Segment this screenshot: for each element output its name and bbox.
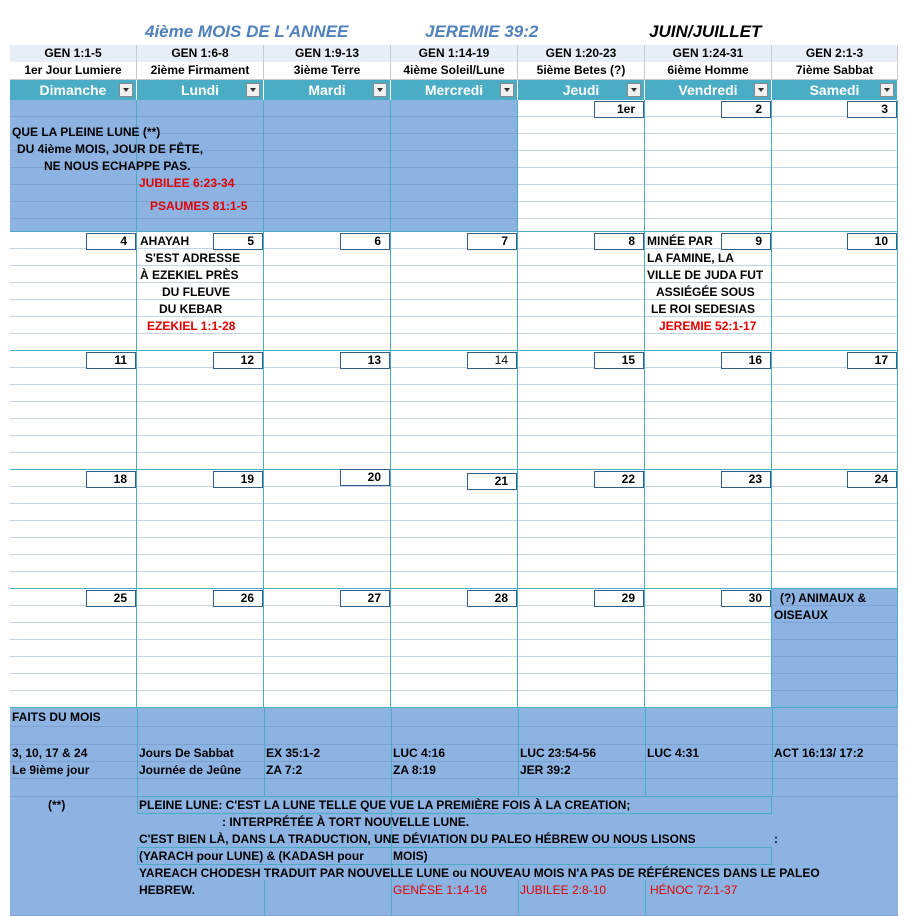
- fact-cell: Journée de Jeûne: [139, 763, 242, 777]
- day-cell-17[interactable]: [772, 351, 898, 470]
- header-label: Lundi: [180, 82, 220, 98]
- day-number: 17: [847, 352, 897, 369]
- creation-day-1: 1er Jour Lumiere: [10, 62, 137, 80]
- day-number: 25: [86, 590, 136, 607]
- month-title: 4ième MOIS DE L'ANNEE: [145, 22, 349, 41]
- day-number: 1er: [594, 101, 644, 118]
- day-number: 8: [594, 233, 644, 250]
- day-number: 18: [86, 471, 136, 488]
- day-cell-24[interactable]: [772, 470, 898, 589]
- famine-note-line: MINÉE PAR: [647, 234, 713, 248]
- day-number: 28: [467, 590, 517, 607]
- filter-dropdown-icon[interactable]: [754, 83, 768, 97]
- ahayah-note-line: S'EST ADRESSE: [145, 251, 241, 265]
- genesis-ref-7: GEN 2:1-3: [772, 45, 898, 63]
- column-divider: [137, 708, 138, 796]
- famine-note-line: ASSIÉGÉE SOUS: [656, 285, 755, 299]
- day-cell-23[interactable]: [645, 470, 772, 589]
- genesis-ref-6: GEN 1:24-31: [645, 45, 772, 63]
- fact-cell: LUC 4:31: [647, 746, 700, 760]
- day-cell-12[interactable]: [137, 351, 264, 470]
- henoch-reference: HÉNOC 72:1-37: [650, 883, 738, 897]
- fact-cell: Jours De Sabbat: [139, 746, 234, 760]
- day-cell-22[interactable]: [518, 470, 645, 589]
- animals-note-line: (?) ANIMAUX &: [780, 591, 867, 605]
- genesis-ref-4: GEN 1:14-19: [391, 45, 518, 63]
- day-number: 4: [86, 233, 136, 250]
- footnote-line: :: [774, 832, 778, 846]
- scripture-reference-title: JEREMIE 39:2: [425, 22, 539, 41]
- day-number: 6: [340, 233, 390, 250]
- day-cell-16[interactable]: [645, 351, 772, 470]
- genesis-ref-2: GEN 1:6-8: [137, 45, 264, 63]
- day-number: 9: [721, 233, 771, 250]
- filter-dropdown-icon[interactable]: [500, 83, 514, 97]
- day-cell-28[interactable]: [391, 589, 518, 708]
- column-divider: [645, 880, 646, 916]
- row-divider: [10, 726, 898, 727]
- day-cell-4[interactable]: [10, 232, 137, 351]
- column-divider: [264, 880, 265, 916]
- header-label: Samedi: [809, 82, 860, 98]
- fact-cell: 3, 10, 17 & 24: [12, 746, 88, 760]
- footnote-line: PLEINE LUNE: C'EST LA LUNE TELLE QUE VUE LA PREMIÈRE FOIS À LA CREATION;: [139, 798, 631, 812]
- header-jeudi: [518, 80, 645, 100]
- footnote-line: C'EST BIEN LÀ, DANS LA TRADUCTION, UNE DÉVIATION DU PALEO HÉBREW OU NOUS LISONS: [139, 832, 696, 846]
- creation-day-6: 6ième Homme: [645, 62, 772, 80]
- day-cell-25[interactable]: [10, 589, 137, 708]
- ahayah-note-line: AHAYAH: [140, 234, 190, 248]
- day-number: 13: [340, 352, 390, 369]
- full-moon-note-line: QUE LA PLEINE LUNE (**): [12, 125, 161, 139]
- genesis-reference: GENÈSE 1:14-16: [393, 883, 488, 897]
- day-number: 20: [340, 469, 390, 486]
- day-number: 16: [721, 352, 771, 369]
- jeremiah-reference: JEREMIE 52:1-17: [659, 319, 757, 333]
- column-divider: [264, 708, 265, 796]
- footnote-line: MOIS): [393, 849, 428, 863]
- famine-note-line: VILLE DE JUDA FUT: [647, 268, 764, 282]
- day-cell-1[interactable]: [518, 100, 645, 232]
- header-lundi: [137, 80, 264, 100]
- creation-day-3: 3ième Terre: [264, 62, 391, 80]
- day-number: 19: [213, 471, 263, 488]
- day-cell-11[interactable]: [10, 351, 137, 470]
- day-cell-30[interactable]: [645, 589, 772, 708]
- header-vendredi: [645, 80, 772, 100]
- day-cell-26[interactable]: [137, 589, 264, 708]
- header-label: Mercredi: [424, 82, 484, 98]
- psalms-reference: PSAUMES 81:1-5: [150, 199, 248, 213]
- header-label: Dimanche: [39, 82, 107, 98]
- day-cell-6[interactable]: [264, 232, 391, 351]
- day-number: 11: [86, 352, 136, 369]
- season-title: JUIN/JUILLET: [649, 22, 762, 41]
- column-divider: [772, 708, 773, 796]
- genesis-ref-1: GEN 1:1-5: [10, 45, 137, 63]
- day-cell-21[interactable]: [391, 470, 518, 589]
- day-cell-15[interactable]: [518, 351, 645, 470]
- header-dimanche: [10, 80, 137, 100]
- famine-note-line: LE ROI SEDESIAS: [651, 302, 756, 316]
- header-mardi: [264, 80, 391, 100]
- day-cell-empty[interactable]: [264, 100, 391, 232]
- day-cell-10[interactable]: [772, 232, 898, 351]
- column-divider: [391, 708, 392, 796]
- footnote-line: : INTERPRÉTÉE À TORT NOUVELLE LUNE.: [222, 815, 470, 829]
- day-number: 14: [467, 352, 517, 369]
- facts-title: FAITS DU MOIS: [12, 710, 101, 724]
- fact-cell: JER 39:2: [520, 763, 571, 777]
- day-cell-empty[interactable]: [391, 100, 518, 232]
- day-number: 29: [594, 590, 644, 607]
- day-cell-13[interactable]: [264, 351, 391, 470]
- full-moon-note-line: DU 4ième MOIS, JOUR DE FÊTE,: [17, 142, 204, 156]
- day-cell-29[interactable]: [518, 589, 645, 708]
- fact-cell: LUC 4:16: [393, 746, 446, 760]
- day-number: 21: [467, 473, 517, 490]
- footnote-line: YAREACH CHODESH TRADUIT PAR NOUVELLE LUNE ou NOUVEAU MOIS N'A PAS DE RÉFÉRENCES DANS LE PALEO: [139, 866, 820, 880]
- day-number: 22: [594, 471, 644, 488]
- ahayah-note-line: À EZEKIEL PRÈS: [140, 268, 239, 282]
- day-cell-18[interactable]: [10, 470, 137, 589]
- day-cell-19[interactable]: [137, 470, 264, 589]
- jubilee-reference: JUBILEE 6:23-34: [139, 176, 235, 190]
- creation-day-7: 7ième Sabbat: [772, 62, 898, 80]
- jubilee-reference: JUBILEE 2:8-10: [520, 883, 607, 897]
- filter-dropdown-icon[interactable]: [373, 83, 387, 97]
- day-number: 3: [847, 101, 897, 118]
- fact-cell: EX 35:1-2: [266, 746, 321, 760]
- day-number: 24: [847, 471, 897, 488]
- day-number: 7: [467, 233, 517, 250]
- animals-note-line: OISEAUX: [774, 608, 829, 622]
- day-cell-14[interactable]: [391, 351, 518, 470]
- ahayah-note-line: DU FLEUVE: [162, 285, 231, 299]
- day-cell-3[interactable]: [772, 100, 898, 232]
- ahayah-note-line: DU KEBAR: [159, 302, 223, 316]
- day-number: 15: [594, 352, 644, 369]
- day-cell-2[interactable]: [645, 100, 772, 232]
- ezekiel-reference: EZEKIEL 1:1-28: [147, 319, 236, 333]
- column-divider: [518, 880, 519, 916]
- day-cell-8[interactable]: [518, 232, 645, 351]
- day-number: 30: [721, 590, 771, 607]
- fact-cell: LUC 23:54-56: [520, 746, 597, 760]
- fact-cell: ZA 8:19: [393, 763, 436, 777]
- day-cell-7[interactable]: [391, 232, 518, 351]
- day-cell-27[interactable]: [264, 589, 391, 708]
- filter-dropdown-icon[interactable]: [119, 83, 133, 97]
- fact-cell: ACT 16:13/ 17:2: [774, 746, 864, 760]
- filter-dropdown-icon[interactable]: [246, 83, 260, 97]
- full-moon-note-line: NE NOUS ECHAPPE PAS.: [44, 159, 191, 173]
- footnote-mark: (**): [48, 798, 66, 812]
- header-mercredi: [391, 80, 518, 100]
- famine-note-line: LA FAMINE, LA: [647, 251, 734, 265]
- column-divider: [518, 708, 519, 796]
- day-number: 2: [721, 101, 771, 118]
- day-number: 26: [213, 590, 263, 607]
- genesis-ref-3: GEN 1:9-13: [264, 45, 391, 63]
- genesis-ref-5: GEN 1:20-23: [518, 45, 645, 63]
- footnote-line: (YARACH pour LUNE) & (KADASH pour: [139, 849, 364, 863]
- column-divider: [645, 708, 646, 796]
- day-cell-20[interactable]: [264, 470, 391, 589]
- creation-day-4: 4ième Soleil/Lune: [391, 62, 518, 80]
- day-number: 23: [721, 471, 771, 488]
- creation-day-5: 5ième Betes (?): [518, 62, 645, 80]
- header-samedi: [772, 80, 898, 100]
- filter-dropdown-icon[interactable]: [627, 83, 641, 97]
- footnote-line: HEBREW.: [139, 883, 196, 897]
- header-label: Jeudi: [562, 82, 600, 98]
- header-label: Mardi: [308, 82, 346, 98]
- fact-cell: Le 9ième jour: [12, 763, 90, 777]
- day-number: 27: [340, 590, 390, 607]
- header-label: Vendredi: [678, 82, 738, 98]
- filter-dropdown-icon[interactable]: [880, 83, 894, 97]
- day-number: 10: [847, 233, 897, 250]
- creation-day-2: 2ième Firmament: [137, 62, 264, 80]
- fact-cell: ZA 7:2: [266, 763, 303, 777]
- day-number: 12: [213, 352, 263, 369]
- day-number: 5: [213, 233, 263, 250]
